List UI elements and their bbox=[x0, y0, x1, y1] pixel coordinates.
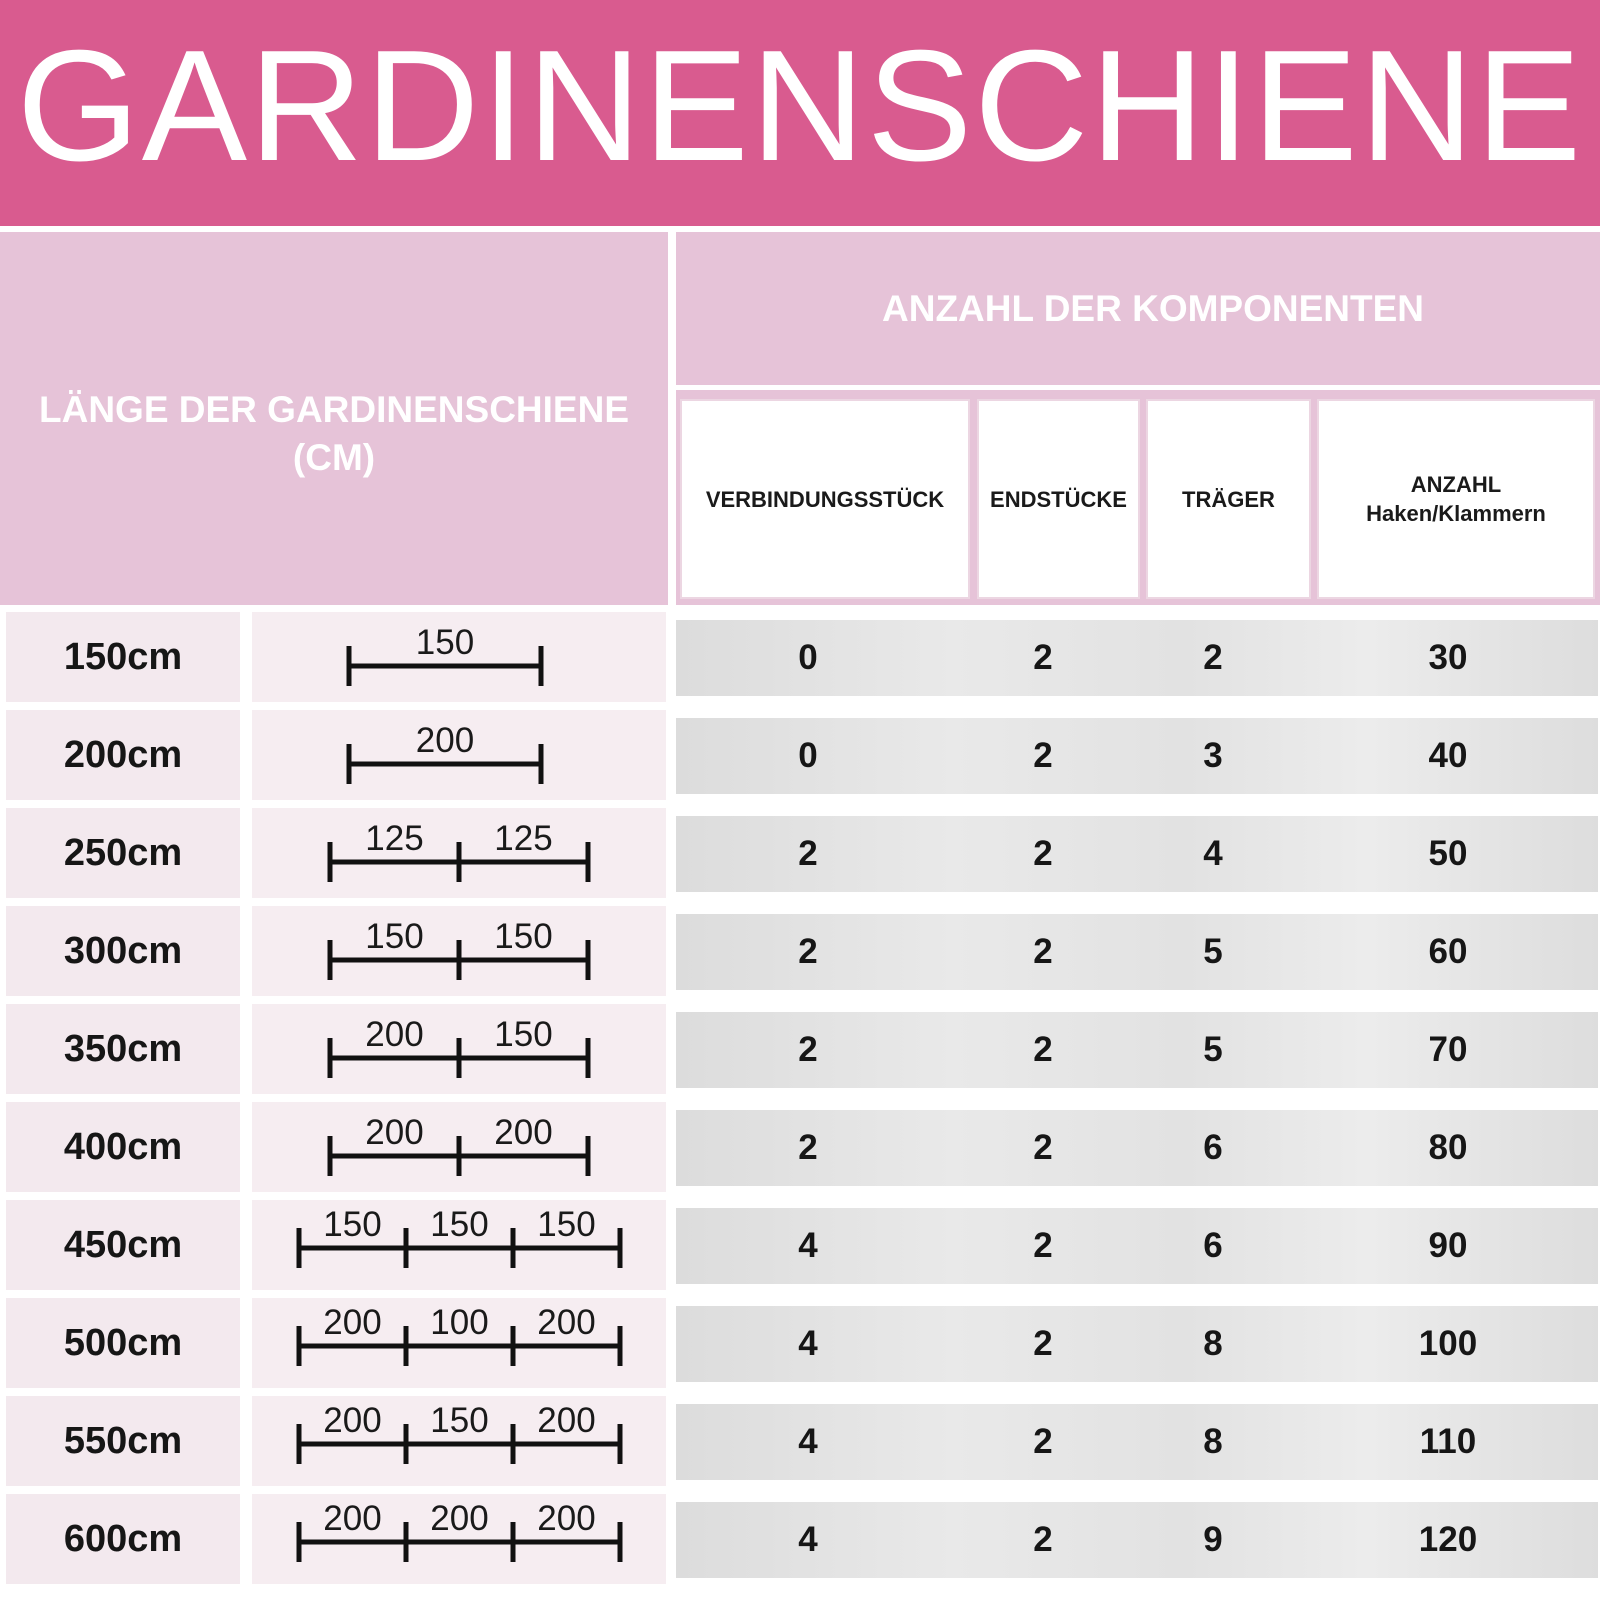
column-header-end-pieces bbox=[977, 399, 1140, 599]
connectors-value: 0 bbox=[798, 736, 818, 775]
segment-length-label: 200 bbox=[537, 1303, 596, 1342]
connectors-value: 2 bbox=[798, 932, 818, 971]
supports-value: 2 bbox=[1203, 638, 1223, 677]
supports-value: 8 bbox=[1203, 1324, 1223, 1363]
column-header-connectors bbox=[680, 399, 970, 599]
rail-diagram-svg bbox=[252, 1102, 666, 1192]
segment-length-label: 200 bbox=[415, 721, 475, 760]
end-pieces-value: 2 bbox=[1033, 834, 1053, 873]
hooks-value: 70 bbox=[1428, 1030, 1468, 1069]
segment-length-label: 150 bbox=[494, 1015, 553, 1054]
segment-length-label: 150 bbox=[365, 917, 424, 956]
rail-length: 200cm bbox=[6, 710, 240, 800]
length-column-header-label: LÄNGE DER GARDINENSCHIENE (CM) bbox=[39, 388, 629, 478]
table-row bbox=[0, 906, 1600, 996]
segment-length-label: 200 bbox=[323, 1303, 382, 1342]
rail-segment-diagram bbox=[252, 1396, 666, 1486]
segment-length-label: 150 bbox=[430, 1401, 489, 1440]
table-row bbox=[0, 612, 1600, 702]
column-header-hooks-line1: ANZAHL bbox=[1410, 472, 1502, 497]
column-header-connectors-label: VERBINDUNGSSTÜCK bbox=[705, 486, 945, 512]
end-pieces-value: 2 bbox=[1033, 638, 1053, 677]
column-header-end-pieces-label: ENDSTÜCKE bbox=[990, 486, 1127, 512]
rail-segment-diagram bbox=[252, 1102, 666, 1192]
components-header-label: ANZAHL DER KOMPONENTEN bbox=[882, 287, 1424, 329]
segment-length-label: 200 bbox=[494, 1113, 553, 1152]
end-pieces-value: 2 bbox=[1033, 1128, 1053, 1167]
rail-diagram-svg bbox=[252, 1298, 666, 1388]
component-values bbox=[676, 1110, 1598, 1186]
segment-length-label: 200 bbox=[537, 1499, 596, 1538]
column-header-hooks bbox=[1317, 399, 1595, 599]
rail-segment-diagram bbox=[252, 1494, 666, 1584]
end-pieces-value: 2 bbox=[1033, 1520, 1053, 1559]
component-values bbox=[676, 718, 1598, 794]
connectors-value: 2 bbox=[798, 834, 818, 873]
connectors-value: 2 bbox=[798, 1128, 818, 1167]
end-pieces-value: 2 bbox=[1033, 1030, 1053, 1069]
rail-diagram-svg bbox=[252, 1396, 666, 1486]
column-header-supports bbox=[1146, 399, 1311, 599]
table-row bbox=[0, 1494, 1600, 1584]
supports-value: 6 bbox=[1203, 1226, 1223, 1265]
hooks-value: 100 bbox=[1418, 1324, 1478, 1363]
connectors-value: 4 bbox=[798, 1226, 818, 1265]
page-title: GARDINENSCHIENE bbox=[16, 18, 1584, 194]
rail-diagram-svg bbox=[252, 906, 666, 996]
rail-length: 500cm bbox=[6, 1298, 240, 1388]
component-values bbox=[676, 914, 1598, 990]
supports-value: 9 bbox=[1203, 1520, 1223, 1559]
segment-length-label: 150 bbox=[537, 1205, 596, 1244]
hooks-value: 120 bbox=[1418, 1520, 1478, 1559]
rail-segment-diagram bbox=[252, 1298, 666, 1388]
rail-segment-diagram bbox=[252, 1200, 666, 1290]
end-pieces-value: 2 bbox=[1033, 1422, 1053, 1461]
end-pieces-value: 2 bbox=[1033, 932, 1053, 971]
rail-length: 250cm bbox=[6, 808, 240, 898]
segment-length-label: 125 bbox=[494, 819, 553, 858]
rail-segment-diagram bbox=[252, 710, 666, 800]
segment-length-label: 200 bbox=[323, 1401, 382, 1440]
hooks-value: 90 bbox=[1428, 1226, 1468, 1265]
end-pieces-value: 2 bbox=[1033, 736, 1053, 775]
connectors-value: 2 bbox=[798, 1030, 818, 1069]
component-values bbox=[676, 1012, 1598, 1088]
table-row bbox=[0, 1200, 1600, 1290]
component-values bbox=[676, 1404, 1598, 1480]
supports-value: 5 bbox=[1203, 1030, 1223, 1069]
component-values bbox=[676, 1208, 1598, 1284]
connectors-value: 0 bbox=[798, 638, 818, 677]
end-pieces-value: 2 bbox=[1033, 1226, 1053, 1265]
rail-segment-diagram bbox=[252, 612, 666, 702]
component-subheaders bbox=[676, 390, 1600, 605]
supports-value: 6 bbox=[1203, 1128, 1223, 1167]
table-row bbox=[0, 808, 1600, 898]
supports-value: 5 bbox=[1203, 932, 1223, 971]
connectors-value: 4 bbox=[798, 1324, 818, 1363]
hooks-value: 40 bbox=[1428, 736, 1468, 775]
segment-length-label: 200 bbox=[365, 1015, 424, 1054]
table-row bbox=[0, 1004, 1600, 1094]
rail-diagram-svg bbox=[252, 808, 666, 898]
column-header-hooks-line2: Haken/Klammern bbox=[1366, 501, 1546, 526]
rail-diagram-svg bbox=[252, 1494, 666, 1584]
rail-diagram-svg bbox=[252, 1004, 666, 1094]
rail-segment-diagram bbox=[252, 808, 666, 898]
supports-value: 8 bbox=[1203, 1422, 1223, 1461]
rail-length: 400cm bbox=[6, 1102, 240, 1192]
rail-length: 450cm bbox=[6, 1200, 240, 1290]
hooks-value: 50 bbox=[1428, 834, 1468, 873]
component-values bbox=[676, 816, 1598, 892]
rail-diagram-svg bbox=[252, 1200, 666, 1290]
hooks-value: 30 bbox=[1428, 638, 1468, 677]
segment-length-label: 200 bbox=[537, 1401, 596, 1440]
segment-length-label: 150 bbox=[494, 917, 553, 956]
hooks-value: 110 bbox=[1419, 1422, 1477, 1461]
connectors-value: 4 bbox=[798, 1422, 818, 1461]
supports-value: 4 bbox=[1203, 834, 1223, 873]
rail-length: 600cm bbox=[6, 1494, 240, 1584]
segment-length-label: 200 bbox=[430, 1499, 489, 1538]
rail-length: 300cm bbox=[6, 906, 240, 996]
hooks-value: 80 bbox=[1428, 1128, 1468, 1167]
rail-length: 350cm bbox=[6, 1004, 240, 1094]
segment-length-label: 100 bbox=[430, 1303, 489, 1342]
segment-length-label: 150 bbox=[415, 623, 475, 662]
table-row bbox=[0, 1102, 1600, 1192]
segment-length-label: 150 bbox=[430, 1205, 489, 1244]
rail-diagram-svg bbox=[252, 710, 666, 800]
rail-segment-diagram bbox=[252, 906, 666, 996]
components-header bbox=[676, 232, 1600, 385]
component-values bbox=[676, 620, 1598, 696]
connectors-value: 4 bbox=[798, 1520, 818, 1559]
rail-length: 550cm bbox=[6, 1396, 240, 1486]
rail-length: 150cm bbox=[6, 612, 240, 702]
component-values bbox=[676, 1502, 1598, 1578]
end-pieces-value: 2 bbox=[1033, 1324, 1053, 1363]
length-column-header bbox=[0, 232, 668, 605]
table-row bbox=[0, 710, 1600, 800]
segment-length-label: 200 bbox=[323, 1499, 382, 1538]
supports-value: 3 bbox=[1203, 736, 1223, 775]
title-banner bbox=[0, 0, 1600, 226]
segment-length-label: 200 bbox=[365, 1113, 424, 1152]
column-header-supports-label: TRÄGER bbox=[1182, 486, 1275, 512]
rail-diagram-svg bbox=[252, 612, 666, 702]
table-row bbox=[0, 1298, 1600, 1388]
segment-length-label: 125 bbox=[365, 819, 424, 858]
component-values bbox=[676, 1306, 1598, 1382]
hooks-value: 60 bbox=[1428, 932, 1468, 971]
segment-length-label: 150 bbox=[323, 1205, 382, 1244]
rail-segment-diagram bbox=[252, 1004, 666, 1094]
table-row bbox=[0, 1396, 1600, 1486]
